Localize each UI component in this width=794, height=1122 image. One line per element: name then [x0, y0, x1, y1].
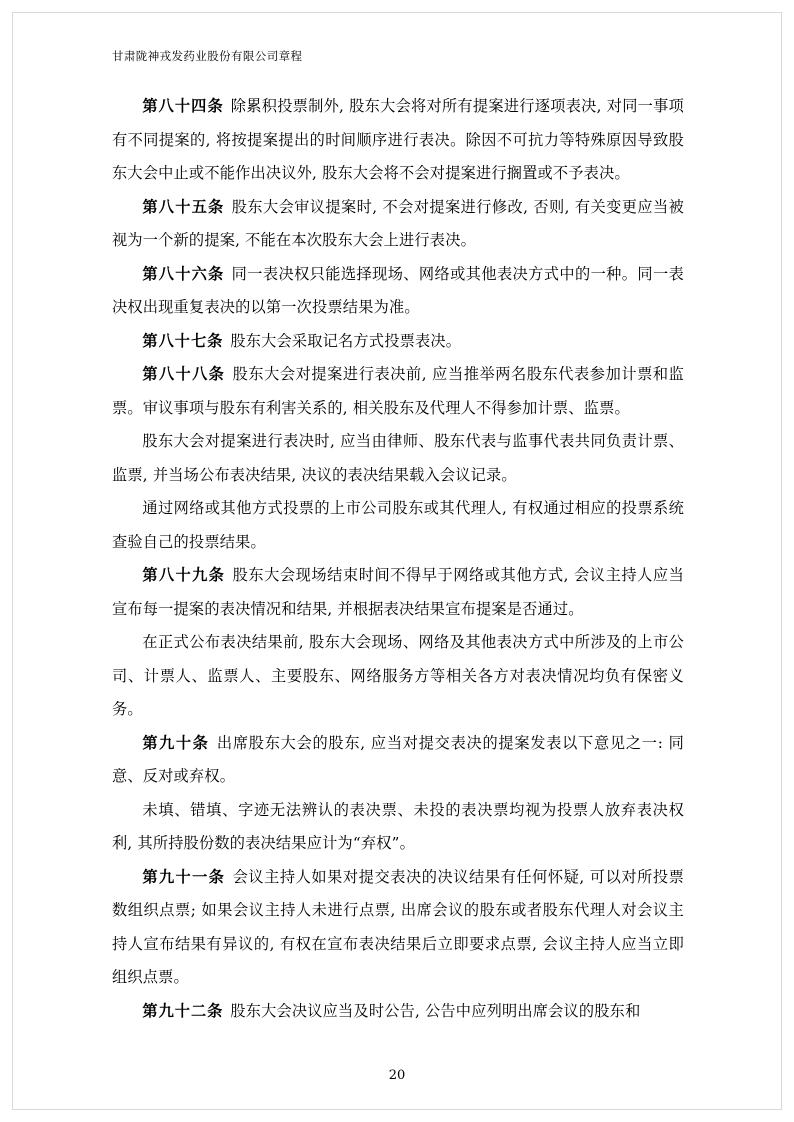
- paragraph-text: 除累积投票制外, 股东大会将对所有提案进行逐项表决, 对同一事项有不同提案的, 将按提案提出的时间顺序进行表决。除因不可抗力等特殊原因导致股东大会中止或不能作出决议外, 股东大会将不会对提案进行搁置或不予表决。: [112, 97, 684, 182]
- paragraph-text: 在正式公布表决结果前, 股东大会现场、网络及其他表决方式中所涉及的上市公司、计票人、监票人、主要股东、网络服务方等相关各方对表决情况均负有保密义务。: [112, 633, 684, 718]
- article-number: 第八十四条: [142, 97, 224, 115]
- page-number: 20: [388, 1068, 406, 1083]
- paragraph-text: 股东大会审议提案时, 不会对提案进行修改, 否则, 有关变更应当被视为一个新的提案, 不能在本次股东大会上进行表决。: [112, 197, 684, 249]
- paragraph-text: 股东大会采取记名方式投票表决。: [230, 331, 462, 350]
- paragraph-text: 通过网络或其他方式投票的上市公司股东或其代理人, 有权通过相应的投票系统查验自己的投票结果。: [112, 499, 684, 551]
- paragraph: [112, 794, 684, 861]
- paragraph-text: 股东大会现场结束时间不得早于网络或其他方式, 会议主持人应当宣布每一提案的表决情况和结果, 并根据表决结果宣布提案是否通过。: [112, 566, 685, 618]
- paragraph: [112, 861, 684, 995]
- paragraph: [112, 559, 684, 626]
- page-header: 甘肃陇神戎发药业股份有限公司章程: [112, 49, 303, 63]
- article-number: 第八十八条: [142, 365, 226, 383]
- article-number: 第八十六条: [142, 264, 225, 283]
- paragraph-text: 股东大会对提案进行表决前, 应当推举两名股东代表参加计票和监票。审议事项与股东有利害关系的, 相关股东及代理人不得参加计票、监票。: [112, 365, 685, 417]
- paragraph-text: 股东大会对提案进行表决时, 应当由律师、股东代表与监事代表共同负责计票、监票, 并当场公布表决结果, 决议的表决结果载入会议记录。: [112, 432, 684, 484]
- paragraph: [112, 626, 684, 727]
- paragraph: [112, 727, 684, 794]
- paragraph: [112, 995, 684, 1029]
- article-number: 第九十一条: [142, 867, 226, 886]
- paragraph-text: 股东大会决议应当及时公告, 公告中应列明出席会议的股东和: [230, 1001, 641, 1020]
- paragraph: [112, 191, 684, 258]
- article-number: 第八十七条: [142, 331, 224, 350]
- article-number: 第八十九条: [142, 566, 226, 584]
- paragraph: [112, 325, 684, 359]
- article-number: 第九十二条: [142, 1001, 224, 1020]
- paragraph-text: 出席股东大会的股东, 应当对提交表决的提案发表以下意见之一: 同意、反对或弃权。: [112, 733, 685, 785]
- paragraph: [112, 90, 684, 191]
- article-number: 第九十条: [142, 733, 210, 752]
- paragraph: [112, 492, 684, 559]
- paragraph: [112, 258, 684, 325]
- article-number: 第八十五条: [142, 197, 225, 216]
- paragraph-text: 会议主持人如果对提交表决的决议结果有任何怀疑, 可以对所投票数组织点票; 如果会议主持人未进行点票, 出席会议的股东或者股东代理人对会议主持人宣布结果有异议的, 有权在宣布表决结果后立即要求点票, 会议主持人应当立即组织点票。: [112, 867, 685, 986]
- paragraph-text: 同一表决权只能选择现场、网络或其他表决方式中的一种。同一表决权出现重复表决的以第一次投票结果为准。: [112, 264, 684, 316]
- paragraph: [112, 358, 684, 425]
- paragraph-text: 未填、错填、字迹无法辨认的表决票、未投的表决票均视为投票人放弃表决权利, 其所持股份数的表决结果应计为“弃权”。: [112, 800, 684, 852]
- document-body: [112, 90, 684, 1028]
- paragraph: [112, 425, 684, 492]
